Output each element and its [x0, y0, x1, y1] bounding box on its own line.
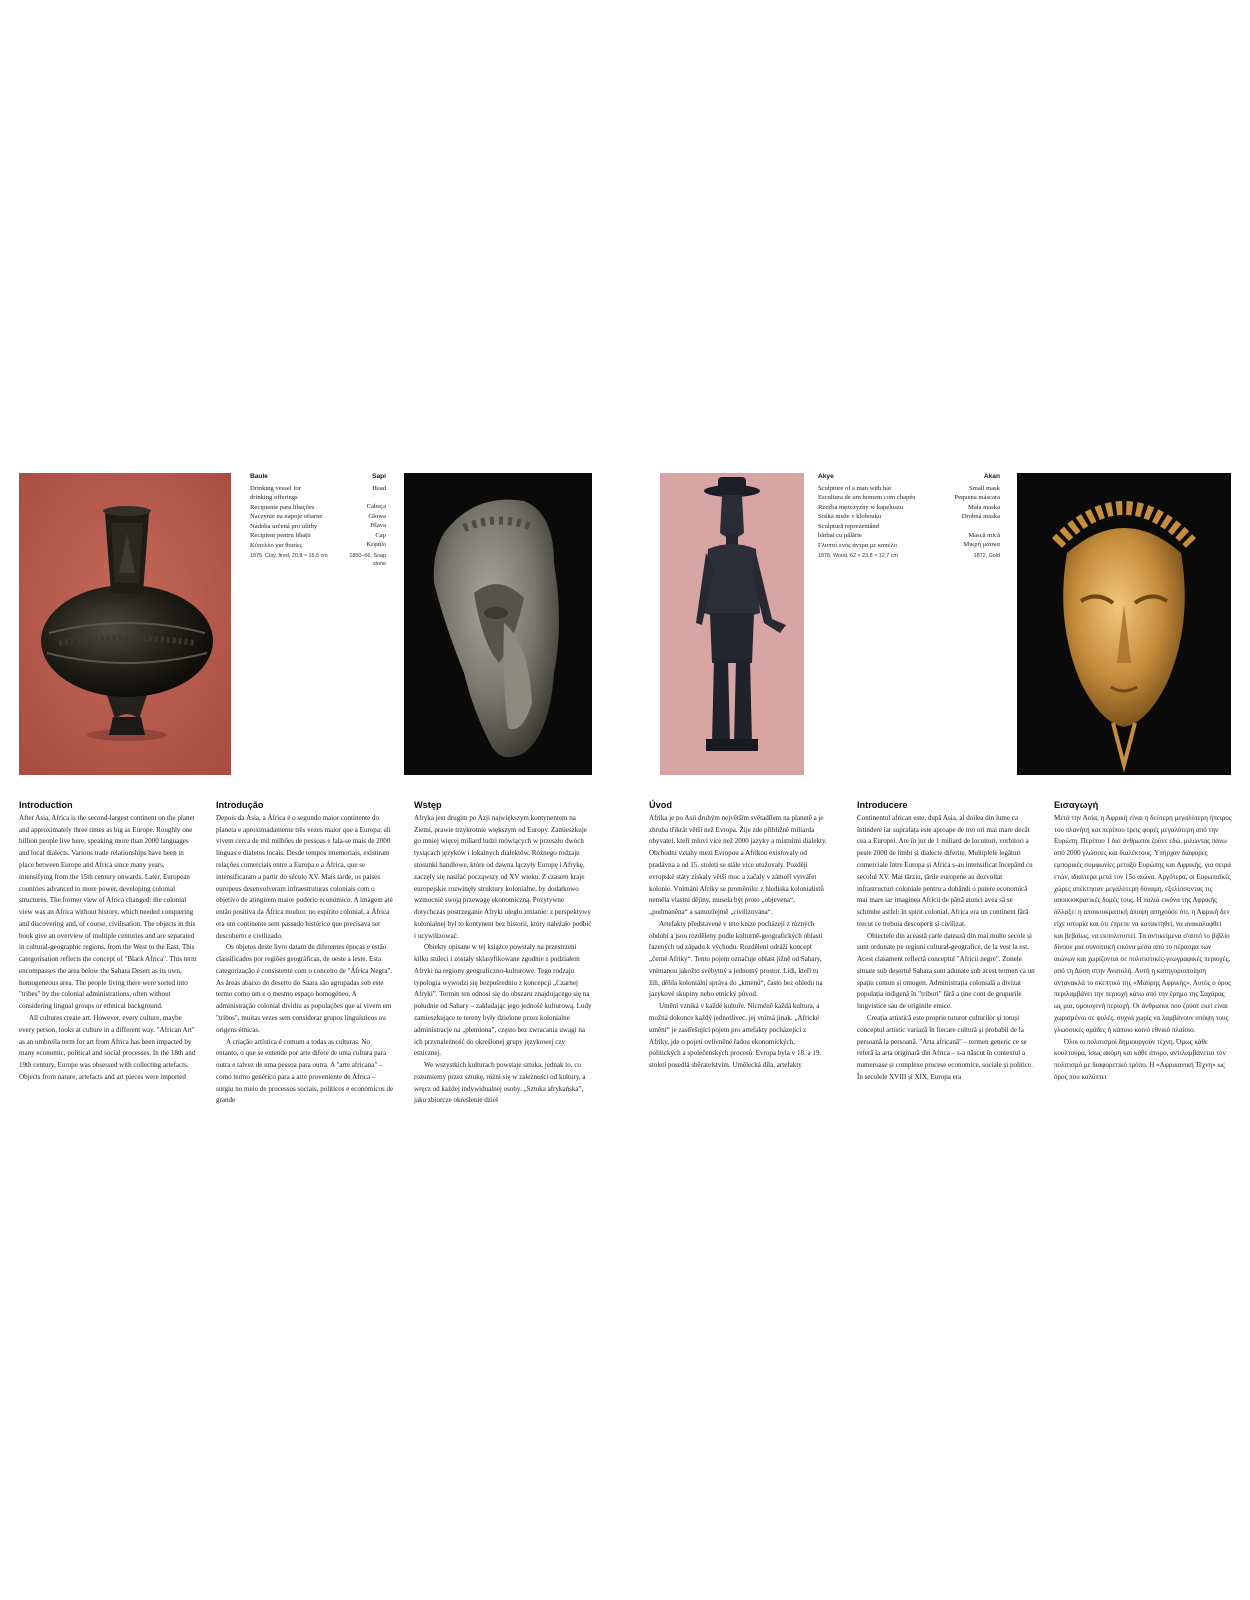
caption-sapi — [340, 472, 386, 568]
column-paragraph: Umění vzniká v každé kultuře. Nicméně každá kultura, a možná dokonce každý jednotlivec, jej vnímá jinak. „Africké umění“ je zastřešující pojem pro artefakty pocházející z Afriky, jde o pojetí ovlivněné řadou ekonomických, politických a společenských procesů. Evropa byla v 18. a 19. století posedlá sběratelstvím. Umělecká díla, artefakty — [649, 1002, 822, 1070]
caption-ethnic: Akye — [818, 473, 834, 480]
column-paragraph: Afryka jest drugim po Azji największym kontynentem na Ziemi, prawie trzykrotnie większym od Europy. Zamieszkuje go mniej więcej miliard ludzi mówiących w przeszło dwóch tysiącach języków i lokalnych dialektów. Różnego rodzaju stosunki handlowe, które od dawna łączyły Europę i Afrykę, zaczęły się nasilać począwszy od XV wieku. Z czasem kraje europejskie rozwinęły struktury kolonialne, by dodatkowo wzmocnić swoją przewagę ekonomiczną. Pozytywne dotychczas postrzeganie Afryki uległo zmianie: z perspektywy kolonialnej był to kontynent bez historii, który należało podbić i ucywilizować. — [414, 813, 592, 940]
caption-name-pt: Cabeça — [366, 503, 386, 511]
akan-mask-image — [1017, 473, 1231, 775]
caption-name-en: Sculpture of a man with hat — [818, 484, 892, 492]
caption-name-el: Μικρή μάσκα — [963, 541, 1000, 549]
caption-akan — [936, 472, 1000, 561]
caption-name-ro: Mască mică — [968, 531, 1000, 539]
column-paragraph: Creația artistică este proprie tuturor culturilor și totuși conceptul artistic variază în fiecare cultură și probabil de la persoană la persoană. "Arta africană" – termen generic ce se referă la arta originară din Africa – s-a născut în contextul a numeroase și complexe procese economice, sociale și politice. În secolele XVIII și XIX, Europa era — [857, 1013, 1033, 1081]
caption-name-cs: Nádoba určená pro úlitby — [250, 522, 318, 530]
column-heading: Εισαγωγή — [1054, 800, 1099, 810]
column-paragraph: All cultures create art. However, every culture, maybe every person, looks at culture in a different way. "African Art" as an umbrella term for art from Africa has been impacted by many economic, political and social processes. In the 18th and 19th century, Europe was obsessed with collecting artefacts. Objects from nature, artefacts and art pieces were imported — [19, 1013, 196, 1081]
caption-name-pl: Rzeźba mężczyzny w kapeluszu — [818, 503, 904, 511]
column-heading: Introduction — [19, 800, 73, 810]
column-romanian — [857, 800, 1035, 1084]
column-heading: Introducere — [857, 800, 908, 810]
caption-name-ro: Recipient pentru libații — [250, 532, 311, 540]
column-paragraph: Depois da Ásia, a África é o segundo maior continente do planeta e aproximadamente três vezes maior que a Europa; ali vivem cerca de mil milhões de pessoas e fala-se mais de 2000 línguas e dialetos locais. Desde tempos imemoriais, existiram relações comerciais entre a Europa e a África, que se intensificaram a partir do século XV. Mais tarde, os países europeus desenvolveram infraestruturas coloniais com o objetivo de atingirem maior poderio económico. A imagem até então positiva da África mudou: no espírito colonial, a África era um continente sem passado histórico que precisava ser descoberto e civilizado. — [216, 813, 393, 940]
column-paragraph: Afrika je po Asii druhým největším světadílem na planetě a je zhruba třikrát větší než Evropa. Žije zde přibližně miliarda obyvatel, kteří mluví více než 2000 jazyky a místními dialekty. Obchodní vztahy mezi Evropou a Afrikou existovaly od pradávna a od 15. století se stále více utužovaly. Později evropské státy získaly větší moc a začaly v zámoří vytvářet kolonie. Vnímání Afriky se proměnilo: z hlediska kolonialistů neměla vlastní dějiny, musela být proto „objevena“, „podmaněna“ a samozřejmě „civilizována“. — [649, 813, 827, 917]
photo-akye-figure — [660, 473, 804, 775]
column-paragraph: Obiekty opisane w tej książce powstały na przestrzeni kilku stuleci i zostały sklasyfikowane zgodnie z podziałem Afryki na regiony geograficzno-kulturowe. Tego rodzaju typologia wywodzi się bezpośrednio z koncepcji „Czarnej Afryki”. Termin ten odnosi się do obszaru znajdującego się na południe od Sahary – zakładając jego jedność kulturową. Ludy zamieszkujące te tereny były dzielone przez kolonialne administracje na „plemiona”, często bez zwracania uwagi na ich przynależność do określonej grupy językowej czy etnicznej. — [414, 943, 592, 1058]
column-greek — [1054, 800, 1232, 1084]
caption-name-pt: Pequena máscara — [954, 494, 1000, 502]
caption-name-en: Drinking vessel for drinking offerings — [250, 484, 301, 502]
caption-ethnic: Sapi — [372, 473, 386, 480]
caption-name-el: Κύπελλο για θυσίες — [250, 541, 303, 549]
column-polish — [414, 800, 592, 1107]
caption-meta: 1872, Gold — [973, 552, 1000, 559]
caption-name-el: Γλυπτό ενός άντρα με καπέλο — [818, 541, 898, 549]
column-heading: Úvod — [649, 800, 672, 810]
column-portuguese — [216, 800, 394, 1107]
column-paragraph: Obiectele din această carte datează din mai multe secole și sunt ordonate pe regiuni cultural-geografice, de la vest la est. Acest clasament reflectă conceptul "Africii negre". Zonele situate sub deșertul Sahara sunt adunate sub acest termen ca un spațiu comun și omogen. Administrația colonială a divizat populația indigenă în "triburi" fără a ține cont de grupurile lingvistice sau de originile etnice. — [857, 931, 1035, 1011]
caption-name-cs: Hlava — [370, 522, 386, 530]
caption-meta: 1878, Wood, 62 × 23,8 × 12,7 cm — [818, 553, 898, 560]
baule-vessel-image — [19, 473, 231, 775]
caption-name-ro: Cap — [375, 531, 386, 539]
column-paragraph: A criação artística é comum a todas as culturas. No entanto, o que se entende por arte difere de uma cultura para outra e talvez de uma pessoa para outra. A "arte africana" – como termo genérico para a arte proveniente de África – surgiu no meio de processos sociais, políticos e económicos de grande — [216, 1037, 394, 1105]
caption-name-pl: Naczynie na napoje ofiarne — [250, 513, 323, 521]
column-paragraph: Μετά την Ασία, η Αφρική είναι η δεύτερη μεγαλύτερη ήπειρος του πλανήτη και περίπου τρεις φορές μεγαλύτερη από την Ευρώπη. Περίπου 1 δισ άνθρωποι ζούνε εδώ, μιλώντας πάνω από 2000 γλώσσες και διαλέκτους. Υπήρχαν διάφορες εμπορικές συμφωνίες μεταξύ Ευρώπης και Αφρικής, για σειρά ετών, ιδιαίτερα μετά τον 15ο αιώνα. Αργότερα, οι Ευρωπαϊκές χώρες απέκτησαν μεγαλύτερη δύναμη, εξελίσσοντας τις αποικιοκρατικές δομές τους. Η παλιά εικόνα της Αφρικής άλλαξε: η αποικιοκρατική άποψη απηχούσε ότι, η Αφρική δεν είχε ιστορία και ότι έπρεπε να κατακτηθεί, να ανακαλυφθεί και βεβαίως, να εκπολιτιστεί. Τα αντικείμενα σ'αυτό το βιβλίο δίνουν μια συνοπτική εικόνα μέσα από το πέρασμα των αιώνων και χωρίζονται σε πολιτιστικές-γεωγραφικές περιοχές, από τη Δύση στην Ανατολή. Αυτή η κατηγοριοποίηση αντανακλά το σκεπτικό της «Μαύρης Αφρικής». Αυτός ο όρος περιλαμβάνει την περιοχή κάτω από την έρημο της Σαχάρας ως μια, ομοιογενή περιοχή. Οι άνθρωποι που ζούσε εκεί είναι χωρισμένοι σε φυλές, συχνά χωρίς να λαμβάνουν υπόψη τους γλωσσικές ομάδες ή κάποιο κοινό εθνικό πλαίσιο. — [1054, 813, 1232, 1034]
caption-name-cs: Soška muže v klobouku — [818, 513, 882, 521]
caption-meta: 1875, Clay, fired, 20,8 × 16,5 cm — [250, 553, 328, 560]
column-paragraph: We wszystkich kulturach powstaje sztuka, jednak to, co rozumiemy przez sztukę, różni się w zależności od kultury, a wręcz od każdej indywidualnej osoby. „Sztuka afrykańska”, jako zbiorcze określenie dzieł — [414, 1061, 586, 1105]
akye-figure-image — [660, 473, 804, 775]
column-heading: Wstęp — [414, 800, 442, 810]
caption-name-pl: Mała maska — [967, 503, 1000, 511]
sapi-head-image — [404, 473, 592, 775]
photo-sapi-head — [404, 473, 592, 775]
caption-ethnic: Baule — [250, 473, 268, 480]
column-paragraph: Artefakty představené v této knize pocházejí z různých období a jsou rozděleny podle kulturně-geografických oblastí řazených od západu k východu. Rozdělení odráží koncept „černé Afriky“. Tento pojem označuje oblast jižně od Sahary, vnímanou jakožto svébytný a jednotný prostor. Lidi, kteří tu žili, dělila koloniální správa do „kmenů“, často bez ohledu na jazykové skupiny nebo etnický původ. — [649, 919, 823, 999]
caption-akye — [818, 472, 928, 561]
photo-baule-vessel — [19, 473, 231, 775]
caption-name-el: Κεφάλι — [366, 541, 386, 549]
caption-name-pt: Escultura de um homem com chapéu — [818, 494, 916, 502]
column-heading: Introdução — [216, 800, 264, 810]
caption-name-pt: Recipiente para libações — [250, 503, 315, 511]
caption-name-en: Small mask — [969, 484, 1000, 492]
caption-name-cs: Drobná maska — [961, 513, 1000, 521]
photo-akan-mask — [1017, 473, 1231, 775]
caption-name-ro: Sculptură reprezentând bărbat cu pălărie — [818, 522, 879, 540]
column-paragraph: Os objetos deste livro datam de diferentes épocas e estão classificados por regiões geográficas, de oeste a leste. Esta categorização é consistente com o conceito de "África Negra". As áreas abaixo do deserto do Saara são agrupadas sob este termo como um e o mesmo espaço homogéneo. A administração colonial dividiu as populações que aí vivem em "tribos", muitas vezes sem considerar grupos linguísticos ou origens étnicas. — [216, 943, 393, 1034]
caption-name-en: Head — [372, 484, 386, 492]
caption-name-pl: Głowa — [368, 512, 386, 520]
column-czech — [649, 800, 827, 1072]
column-english — [19, 800, 197, 1084]
caption-ethnic: Akan — [983, 473, 1000, 480]
caption-meta: 1850–66, Soap stone — [349, 552, 386, 567]
column-paragraph: Όλοι οι πολιτισμοί δημιουργούν τέχνη. Όμως κάθε κουλτούρα, ίσως ακόμη και κάθε άτομο, αντιλαμβάνεται τον πολιτισμό με διαφορετικό τρόπο. Η «Αφρικανική Τέχνη» ως όρος που καλύπτει — [1054, 1037, 1226, 1081]
column-paragraph: After Asia, Africa is the second-largest continent on the planet and approximately three times as big as Europe. Roughly one billion people live here, speaking more than 2000 languages and local dialects. Various trade relationships have been in place between Europe and Africa since many years, intensifying from the 15th century onwards. Later, European countries advanced to more power, developing colonial structures. The former view of Africa changed: the colonial view was an Africa without history, which needed conquering and discovering and, of course, civilisation. The objects in this book give an overview of multiple centuries and are separated in cultural-geographic regions, from the West to the East. This categorisation reflects the concept of "Black Africa". This term encompasses the area below the Sahara Desert as its own, homogeneous area. The people living there were sorted into "tribes" by the colonial administrations, often without considering lingual groups or ethnical background. — [19, 813, 197, 1011]
column-paragraph: Continentul african este, după Asia, al doilea din lume ca întindere iar suprafața este aproape de trei ori mai mare decât cea a Europei. Are în jur de 1 miliard de locuitori, vorbitori a peste 2000 de limbi și dialecte diferite. Multiplele legături comerciale între Europa și Africa s-au intensificat începând cu secolul XV. Mai târziu, țările europene au dezvoltat infrastructuri coloniale pentru a dobândi o putere economică mai mare iar imaginea Africii de până atunci avea să se schimbe astfel: în spirit colonial, Africa era un continent fără trecut ce trebuia descoperit și civilizat. — [857, 813, 1033, 928]
